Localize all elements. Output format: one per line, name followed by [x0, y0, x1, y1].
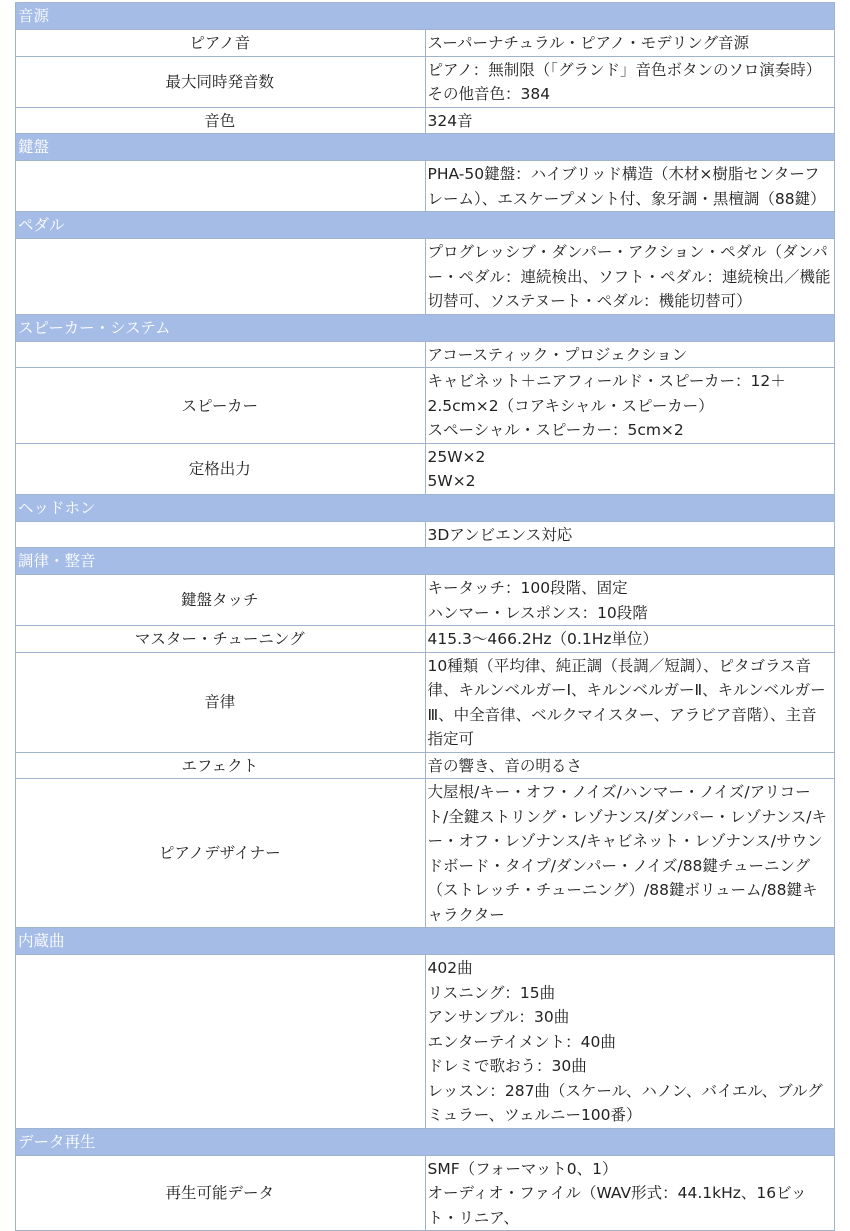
spec-value [425, 575, 835, 626]
spec-label [16, 341, 426, 368]
spec-label: 最大同時発音数 [16, 56, 426, 107]
spec-value-line: 25W×2 [427, 447, 486, 466]
spec-value [425, 1155, 835, 1231]
spec-value [425, 652, 835, 752]
spec-value-line: 10種類（平均律、純正調（長調／短調）、ピタゴラス音律、キルンベルガーⅠ、キルンベルガーⅡ、キルンベルガーⅢ、中全音律、ベルクマイスター、アラビア音階）、主音指定可 [427, 656, 826, 748]
spec-value [425, 239, 835, 315]
spec-value-line: エンターテイメント：40曲 [427, 1032, 616, 1051]
spec-value-line: SMF（フォーマット0、1） [427, 1159, 618, 1178]
spec-value [425, 30, 835, 57]
spec-label: スピーカー [16, 368, 426, 444]
spec-value-line: 大屋根/キー・オフ・ノイズ/ハンマー・ノイズ/アリコート/全鍵ストリング・レゾナンス/ダンパー・レゾナンス/キー・オフ・レゾナンス/キャビネット・レゾナンス/サウンドボード・タイプ/ダンパー・ノイズ/88鍵チューニング（ストレッチ・チューニング）/88鍵ボリューム/88鍵キャラクター [427, 783, 827, 924]
spec-value-line: オーディオ・ファイル（WAV形式：44.1kHz、16ビット・リニア、 [427, 1184, 807, 1227]
spec-label [16, 521, 426, 548]
section-title: ペダル [16, 212, 835, 239]
spec-value [425, 752, 835, 779]
spec-value [425, 521, 835, 548]
section-title: ヘッドホン [16, 494, 835, 521]
section-title: データ再生 [16, 1128, 835, 1155]
spec-label: ピアノデザイナー [16, 779, 426, 928]
spec-value-line: 402曲 [427, 959, 473, 977]
spec-value-line: スーパーナチュラル・ピアノ・モデリング音源 [427, 34, 749, 52]
spec-value [425, 161, 835, 212]
spec-label: ピアノ音 [16, 30, 426, 57]
spec-table-body [16, 3, 835, 1231]
spec-value-line: 音の響き、音の明るさ [427, 756, 582, 775]
spec-label [16, 161, 426, 212]
spec-value-line: その他音色：384 [427, 85, 551, 103]
spec-value [425, 443, 835, 494]
spec-value [425, 368, 835, 444]
spec-value-line: ピアノ：無制限（「グランド」音色ボタンのソロ演奏時） [427, 60, 822, 79]
spec-label: エフェクト [16, 752, 426, 779]
spec-label: マスター・チューニング [16, 626, 426, 653]
spec-row [16, 1155, 835, 1231]
spec-value [425, 56, 835, 107]
section-title: 音源 [16, 3, 835, 30]
spec-label: 定格出力 [16, 443, 426, 494]
spec-value [425, 107, 835, 134]
spec-row [16, 239, 835, 315]
section-title: 内蔵曲 [16, 928, 835, 955]
section-title: スピーカー・システム [16, 314, 835, 341]
spec-row [16, 779, 835, 928]
spec-label [16, 955, 426, 1129]
spec-value-line: 415.3～466.2Hz（0.1Hz単位） [427, 630, 658, 648]
spec-value-line: アンサンブル：30曲 [427, 1008, 570, 1026]
spec-label: 再生可能データ [16, 1155, 426, 1231]
spec-table [15, 2, 835, 1231]
spec-value-line: 324音 [427, 111, 473, 130]
spec-value-line: スペーシャル・スピーカー：5cm×2 [427, 421, 684, 439]
spec-row [16, 56, 835, 107]
spec-value-line: レッスン：287曲（スケール、ハノン、バイエル、ブルグミュラー、ツェルニー100番） [427, 1081, 823, 1124]
spec-value-line: プログレッシブ・ダンパー・アクション・ペダル（ダンパー・ペダル：連続検出、ソフト・ペダル：連続検出／機能切替可、ソステヌート・ペダル：機能切替可） [427, 243, 831, 310]
spec-value [425, 779, 835, 928]
section-header-row [16, 928, 835, 955]
section-header-row [16, 3, 835, 30]
spec-row [16, 341, 835, 368]
spec-row [16, 30, 835, 57]
spec-value-line: キータッチ：100段階、固定 [427, 579, 628, 597]
section-header-row [16, 314, 835, 341]
section-title: 鍵盤 [16, 134, 835, 161]
spec-row [16, 368, 835, 444]
spec-row [16, 652, 835, 752]
spec-row [16, 161, 835, 212]
spec-value-line: PHA-50鍵盤：ハイブリッド構造（木材×樹脂センターフレーム）、エスケープメント付、象牙調・黒檀調（88鍵） [427, 165, 826, 208]
spec-value-line: ハンマー・レスポンス：10段階 [427, 603, 648, 622]
spec-value [425, 341, 835, 368]
spec-row [16, 575, 835, 626]
section-header-row [16, 134, 835, 161]
spec-label [16, 239, 426, 315]
spec-row [16, 955, 835, 1129]
spec-row [16, 521, 835, 548]
spec-value-line: アコースティック・プロジェクション [427, 345, 688, 364]
spec-value-line: ドレミで歌おう：30曲 [427, 1057, 587, 1075]
section-header-row [16, 494, 835, 521]
spec-row [16, 443, 835, 494]
spec-label: 鍵盤タッチ [16, 575, 426, 626]
spec-row [16, 626, 835, 653]
section-header-row [16, 548, 835, 575]
spec-value-line: 3Dアンビエンス対応 [427, 525, 573, 544]
section-title: 調律・整音 [16, 548, 835, 575]
spec-label: 音律 [16, 652, 426, 752]
spec-value [425, 626, 835, 653]
spec-value-line: キャビネット＋ニアフィールド・スピーカー：12＋2.5cm×2（コアキシャル・スピーカー） [427, 372, 786, 415]
section-header-row [16, 212, 835, 239]
spec-value-line: リスニング：15曲 [427, 983, 556, 1002]
spec-value-line: 5W×2 [427, 472, 476, 490]
spec-row [16, 752, 835, 779]
spec-row [16, 107, 835, 134]
section-header-row [16, 1128, 835, 1155]
spec-label: 音色 [16, 107, 426, 134]
spec-value [425, 955, 835, 1129]
